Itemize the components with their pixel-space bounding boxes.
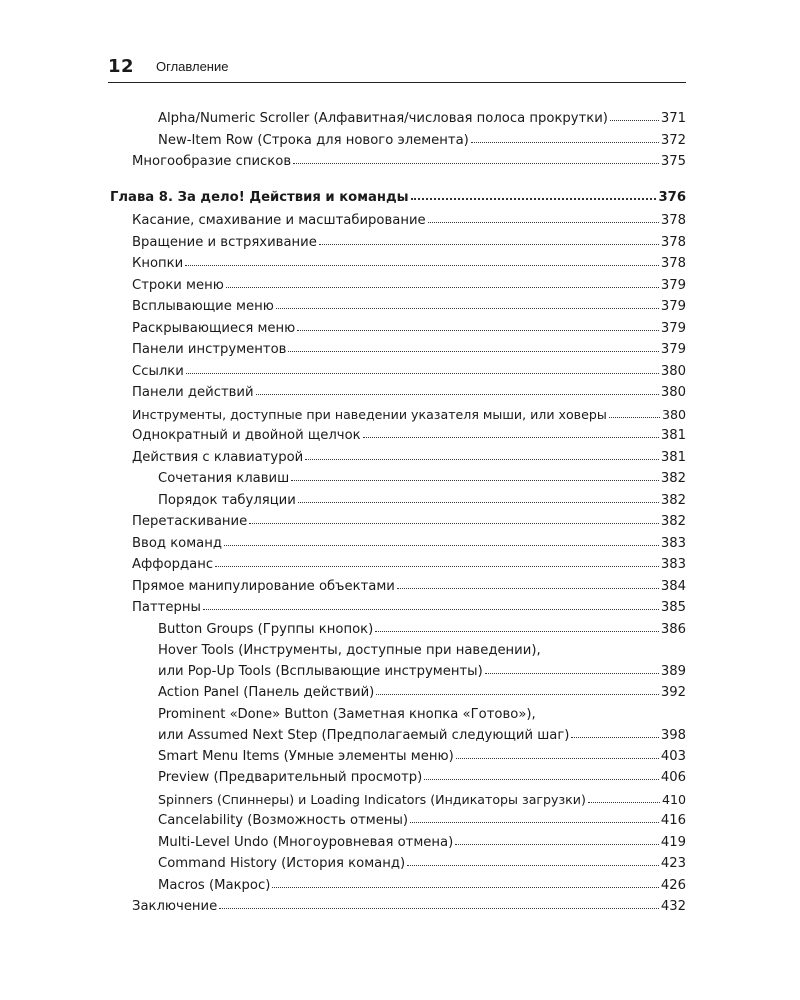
- toc-entry-title: Macros (Макрос): [158, 877, 271, 893]
- toc-entry-page: 403: [660, 748, 686, 764]
- leader-dots: [588, 801, 660, 803]
- toc-entry-page: 398: [660, 727, 686, 743]
- leader-dots: [256, 393, 659, 395]
- toc-entry[interactable]: [110, 275, 686, 297]
- toc-entry-page: 378: [660, 256, 686, 271]
- toc-entry-page: 389: [660, 664, 686, 679]
- toc-entry[interactable]: [110, 447, 686, 469]
- toc-entry[interactable]: [110, 810, 686, 832]
- toc-entry-page: 378: [660, 234, 686, 250]
- toc-entry[interactable]: [110, 425, 686, 447]
- toc-entry-title: Паттерны: [132, 600, 201, 615]
- toc-entry-title: Multi-Level Undo (Многоуровневая отмена): [158, 834, 454, 850]
- toc-entry[interactable]: [110, 746, 686, 768]
- toc-entry[interactable]: [110, 468, 686, 490]
- toc-entry-title: Action Panel (Панель действий): [158, 685, 375, 700]
- toc-entry[interactable]: [110, 232, 686, 254]
- toc-entry-title-line2: или Assumed Next Step (Предполагаемый следующий шаг): [158, 727, 570, 743]
- leader-dots: [397, 587, 659, 589]
- toc-entry[interactable]: [110, 382, 686, 404]
- toc-entry[interactable]: [110, 210, 686, 232]
- toc-entry-page: 371: [660, 111, 686, 126]
- toc-entry-title: Действия с клавиатурой: [132, 449, 304, 465]
- toc-entry[interactable]: [110, 108, 686, 130]
- leader-dots: [455, 843, 659, 845]
- toc-entry-page: 381: [660, 428, 686, 443]
- toc-entry-page: 378: [660, 213, 686, 228]
- toc-entry-title: Ввод команд: [132, 535, 223, 551]
- toc-entry-page: 379: [660, 277, 686, 293]
- toc-entry-title: Панели действий: [132, 385, 254, 400]
- toc-entry-title: Alpha/Numeric Scroller (Алфавитная/числовая полоса прокрутки): [158, 111, 608, 126]
- toc-entry[interactable]: [110, 404, 686, 426]
- toc-entry-title: Аффорданс: [132, 557, 214, 572]
- toc-entry-page: 419: [660, 834, 686, 850]
- running-title: Оглавление: [156, 59, 229, 74]
- toc-entry-page: 432: [660, 899, 686, 914]
- leader-dots: [219, 907, 659, 909]
- toc-entry-title-line2: или Pop-Up Tools (Всплывающие инструменты): [158, 664, 483, 679]
- leader-dots: [407, 864, 659, 866]
- toc-entry-page: 383: [660, 557, 686, 572]
- leader-dots: [571, 736, 658, 738]
- toc-entry-page: 375: [660, 154, 686, 169]
- leader-dots: [293, 162, 659, 164]
- toc-chapter-page: 376: [658, 189, 686, 205]
- toc-entry-title: Многообразие списков: [132, 154, 292, 169]
- toc-entry-title: Инструменты, доступные при наведении указателя мыши, или ховеры: [132, 406, 607, 422]
- leader-dots: [375, 630, 659, 632]
- leader-dots: [428, 221, 659, 223]
- toc-entry-title: Строки меню: [132, 277, 224, 293]
- table-of-contents: [110, 108, 686, 918]
- toc-entry-title: Порядок табуляции: [158, 492, 296, 508]
- toc-entry[interactable]: [110, 875, 686, 897]
- toc-entry-page: 416: [660, 813, 686, 828]
- toc-entry-title: Кнопки: [132, 256, 184, 271]
- toc-entry-page: 426: [660, 877, 686, 893]
- toc-entry[interactable]: [110, 130, 686, 152]
- toc-entry-page: 379: [660, 320, 686, 336]
- toc-entry[interactable]: [110, 511, 686, 533]
- toc-entry-title-line1: Prominent «Done» Button (Заметная кнопка «Готово»),: [158, 706, 536, 722]
- toc-entry-page: 392: [660, 685, 686, 700]
- toc-entry-page: 406: [660, 770, 686, 785]
- toc-entry[interactable]: [110, 704, 686, 746]
- toc-entry[interactable]: [110, 853, 686, 875]
- toc-entry[interactable]: [110, 339, 686, 361]
- toc-entry-title: Заключение: [132, 899, 218, 914]
- toc-entry-title: Button Groups (Группы кнопок): [158, 621, 374, 637]
- toc-entry-title: Preview (Предварительный просмотр): [158, 770, 423, 785]
- toc-entry[interactable]: [110, 896, 686, 918]
- toc-entry-title: Однократный и двойной щелчок: [132, 428, 361, 443]
- toc-entry[interactable]: [110, 151, 686, 173]
- toc-entry[interactable]: [110, 318, 686, 340]
- toc-entry-page: 379: [660, 342, 686, 357]
- toc-entry-title: Smart Menu Items (Умные элементы меню): [158, 748, 454, 764]
- toc-entry[interactable]: [110, 832, 686, 854]
- toc-entry-title: Прямое манипулирование объектами: [132, 578, 395, 594]
- toc-entry-title: Вращение и встряхивание: [132, 234, 317, 250]
- leader-dots: [298, 501, 659, 503]
- toc-entry[interactable]: [110, 533, 686, 555]
- page-number: 12: [108, 56, 135, 77]
- toc-chapter-heading[interactable]: [110, 187, 686, 209]
- toc-entry[interactable]: [110, 253, 686, 275]
- leader-dots: [319, 243, 659, 245]
- leader-dots: [272, 886, 658, 888]
- leader-dots: [610, 119, 659, 121]
- leader-dots: [411, 197, 657, 200]
- toc-entry-title: Сочетания клавиш: [158, 471, 290, 486]
- page-header: [108, 52, 686, 83]
- toc-entry-title: Command History (История команд): [158, 856, 406, 871]
- toc-entry[interactable]: [110, 490, 686, 512]
- leader-dots: [185, 264, 659, 266]
- toc-entry-page: 386: [660, 621, 686, 637]
- leader-dots: [424, 778, 659, 780]
- toc-entry[interactable]: [110, 789, 686, 811]
- toc-entry-page: 381: [660, 449, 686, 465]
- toc-entry-title: New-Item Row (Строка для нового элемента): [158, 132, 469, 148]
- toc-entry[interactable]: [110, 640, 686, 682]
- toc-entry-title-line1: Hover Tools (Инструменты, доступные при наведении),: [158, 643, 541, 658]
- leader-dots: [297, 329, 659, 331]
- toc-entry[interactable]: [110, 682, 686, 704]
- toc-entry-title: Касание, смахивание и масштабирование: [132, 213, 426, 228]
- toc-entry[interactable]: [110, 361, 686, 383]
- toc-entry-page: 380: [661, 406, 686, 422]
- toc-entry-title: Раскрывающиеся меню: [132, 320, 296, 336]
- toc-entry[interactable]: [110, 597, 686, 619]
- toc-entry-page: 385: [660, 600, 686, 615]
- leader-dots: [456, 757, 659, 759]
- toc-entry[interactable]: [110, 296, 686, 318]
- toc-entry-page: 383: [660, 535, 686, 551]
- leader-dots: [410, 821, 659, 823]
- toc-entry-page: 410: [661, 791, 686, 807]
- toc-entry-page: 382: [660, 514, 686, 529]
- leader-dots: [288, 350, 658, 352]
- leader-dots: [249, 522, 659, 524]
- toc-entry-page: 423: [660, 856, 686, 871]
- toc-entry-page: 380: [660, 385, 686, 400]
- leader-dots: [186, 372, 659, 374]
- leader-dots: [363, 436, 659, 438]
- leader-dots: [609, 416, 660, 418]
- toc-entry-title: Spinners (Спиннеры) и Loading Indicators (Индикаторы загрузки): [158, 791, 586, 807]
- toc-entry-page: 384: [660, 578, 686, 594]
- toc-entry[interactable]: [110, 576, 686, 598]
- toc-entry-page: 380: [660, 363, 686, 379]
- leader-dots: [226, 286, 659, 288]
- toc-entry-title: Cancelability (Возможность отмены): [158, 813, 409, 828]
- toc-entry-title: Всплывающие меню: [132, 299, 274, 314]
- toc-entry-title: Перетаскивание: [132, 514, 248, 529]
- leader-dots: [291, 479, 659, 481]
- leader-dots: [376, 693, 659, 695]
- toc-entry-page: 382: [660, 492, 686, 508]
- toc-entry[interactable]: [110, 767, 686, 789]
- toc-entry-page: 382: [660, 471, 686, 486]
- toc-entry-title: Ссылки: [132, 363, 184, 379]
- leader-dots: [215, 565, 659, 567]
- toc-entry[interactable]: [110, 554, 686, 576]
- toc-chapter-title: Глава 8. За дело! Действия и команды: [110, 189, 409, 205]
- toc-entry[interactable]: [110, 619, 686, 641]
- leader-dots: [276, 307, 659, 309]
- toc-entry-title: Панели инструментов: [132, 342, 287, 357]
- toc-entry-page: 372: [660, 132, 686, 148]
- leader-dots: [471, 141, 659, 143]
- leader-dots: [305, 458, 659, 460]
- leader-dots: [224, 544, 659, 546]
- toc-entry-page: 379: [660, 299, 686, 314]
- leader-dots: [485, 672, 659, 674]
- leader-dots: [203, 608, 659, 610]
